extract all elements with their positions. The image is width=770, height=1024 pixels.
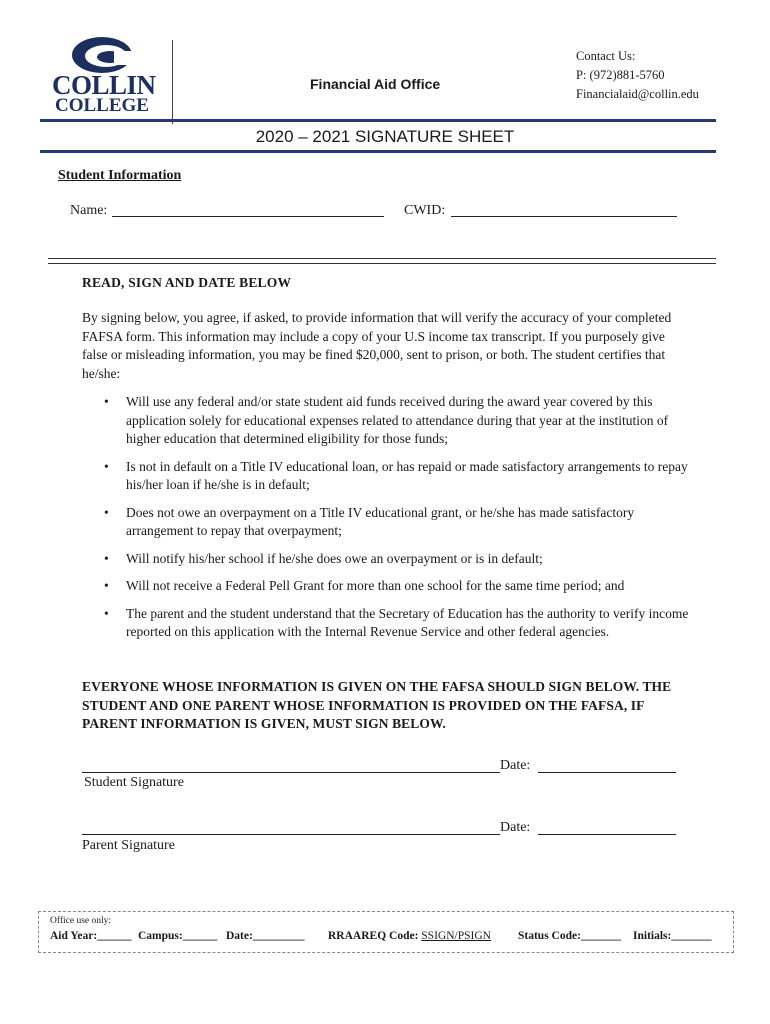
bullet-icon: • bbox=[104, 578, 109, 593]
student-info-heading: Student Information bbox=[58, 168, 182, 183]
header-divider bbox=[172, 40, 173, 124]
name-label: Name: bbox=[70, 203, 108, 218]
title-rule bbox=[40, 150, 716, 153]
parent-signature-field[interactable] bbox=[82, 834, 500, 835]
list-item: • Will use any federal and/or state student aid funds received during the award year covered by this application solely for educational expenses related to attendance during that year at the institution of higher education that determined eligibility for those funds; bbox=[104, 394, 669, 446]
certification-list bbox=[82, 393, 692, 642]
rraareq-code: SSIGN/PSIGN bbox=[421, 930, 491, 942]
list-item: • Is not in default on a Title IV educational loan, or has repaid or made satisfactory arrangements to repay his/her loan if he/she is in default; bbox=[104, 458, 688, 492]
bullet-icon: • bbox=[104, 550, 109, 566]
logo-swoosh-icon bbox=[70, 34, 134, 74]
rraareq-label: RRAAREQ Code: bbox=[328, 930, 419, 942]
student-signature-label: Student Signature bbox=[84, 775, 184, 790]
contact-block bbox=[576, 47, 699, 104]
everyone-sign-notice: EVERYONE WHOSE INFORMATION IS GIVEN ON THE FAFSA SHOULD SIGN BELOW. THE STUDENT AND ONE PARENT WHOSE INFORMATION IS PROVIDED ON THE FAFSA, IF PARENT INFORMATION IS GIVEN, MUST SIGN BELOW. bbox=[82, 679, 672, 731]
read-sign-heading: READ, SIGN AND DATE BELOW bbox=[82, 275, 292, 290]
campus-field: Campus:______ bbox=[138, 930, 218, 942]
list-item: • Will notify his/her school if he/she does owe an overpayment or is in default; bbox=[82, 550, 692, 569]
rraareq-field bbox=[328, 930, 491, 942]
bullet-icon: • bbox=[104, 394, 109, 409]
page-title: 2020 – 2021 SIGNATURE SHEET bbox=[255, 127, 515, 146]
section-divider bbox=[48, 258, 716, 264]
cwid-label: CWID: bbox=[404, 203, 446, 218]
student-signature-field[interactable] bbox=[82, 772, 500, 773]
cwid-field[interactable] bbox=[451, 216, 677, 217]
bullet-icon: • bbox=[104, 605, 109, 621]
aid-year-field: Aid Year:______ bbox=[50, 930, 132, 942]
intro-paragraph: By signing below, you agree, if asked, to provide information that will verify the accuracy of your completed FAFSA form. This information may include a copy of your U.S income tax transcript. If you purposely give false or misleading information, you may be fined $20,000, sent to prison, or both. The student certifies that he/she: bbox=[82, 310, 672, 381]
office-date-field: Date:_________ bbox=[226, 930, 305, 942]
parent-signature-label: Parent Signature bbox=[82, 838, 175, 853]
bullet-icon: • bbox=[104, 504, 109, 520]
list-item: • Will not receive a Federal Pell Grant for more than one school for the same time period; and bbox=[82, 577, 692, 596]
list-item: • Does not owe an overpayment on a Title IV educational grant, or he/she has made satisfactory arrangement to repay that overpayment; bbox=[104, 504, 635, 538]
parent-date-field[interactable] bbox=[538, 834, 676, 835]
logo-text-college: COLLEGE bbox=[55, 95, 149, 116]
header-rule bbox=[40, 119, 716, 122]
office-use-label: Office use only: bbox=[50, 916, 112, 926]
logo-text-collin: COLLIN bbox=[52, 70, 156, 100]
student-date-label: Date: bbox=[500, 758, 531, 773]
collin-college-logo bbox=[52, 34, 156, 116]
bullet-icon: • bbox=[104, 458, 109, 474]
name-field[interactable] bbox=[112, 216, 384, 217]
office-title: Financial Aid Office bbox=[310, 76, 441, 92]
list-item: • The parent and the student understand that the Secretary of Education has the authority to verify income reported on this application with the Internal Revenue Service and other federal agencies. bbox=[104, 605, 689, 639]
student-date-field[interactable] bbox=[538, 772, 676, 773]
contact-phone: P: (972)881-5760 bbox=[576, 68, 665, 82]
parent-date-label: Date: bbox=[500, 820, 531, 835]
status-code-field: Status Code:_______ bbox=[518, 930, 622, 942]
initials-field: Initials:_______ bbox=[633, 930, 712, 942]
contact-email: Financialaid@collin.edu bbox=[576, 87, 699, 101]
contact-title: Contact Us: bbox=[576, 49, 636, 63]
